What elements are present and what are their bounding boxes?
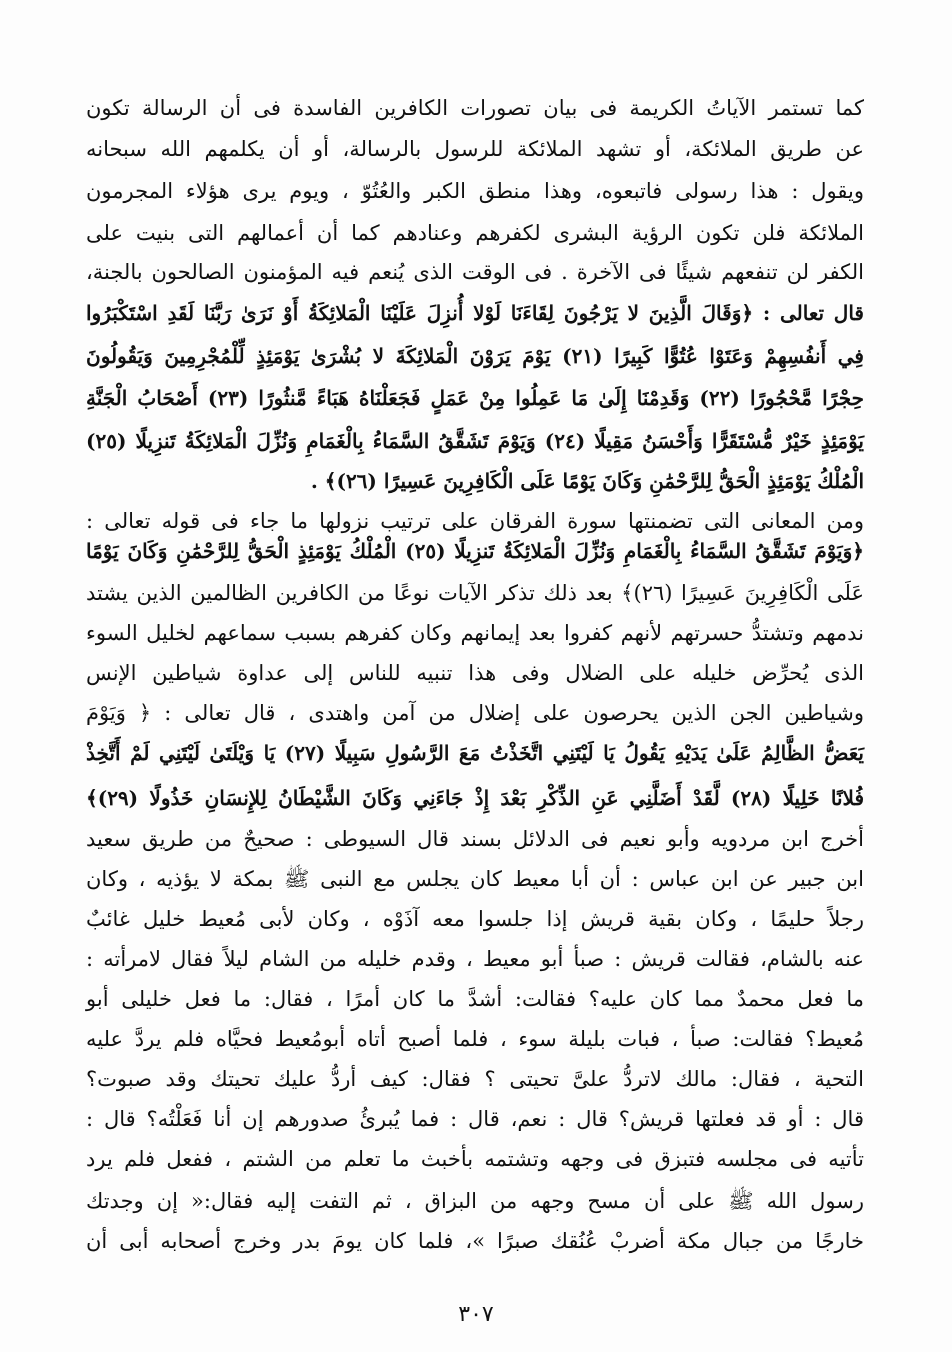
text-line: ابن جبير عن ابن عباس : أن أبا معيط كان يجلس مع النبى ﷺ بمكة لا يؤذيه ، وكان: [86, 867, 864, 891]
text-line: كما تستمر الآياتُ الكريمة فى بيان تصورات الكافرين الفاسدة فى أن الرسالة تكون: [86, 96, 864, 120]
text-line: عَلَى الْكَافِرِينَ عَسِيرًا (٢٦)﴾ بعد ذلك تذكر الآيات نوعًا من الكافرين الظالمين الذين يشتد: [86, 581, 864, 605]
text-line: أخرج ابن مردويه وأبو نعيم فى الدلائل بسند قال السيوطى : صحيحٌ من طريق سعيد: [86, 827, 864, 851]
text-line: رجلاً حليمًا ، وكان بقية قريش إذا جلسوا معه آذَوْه ، وكان لأبى مُعيط خليل غائبٌ: [86, 907, 864, 931]
quran-verse-line: فِي أَنفُسِهِمْ وَعَتَوْا عُتُوًّا كَبِيرًا (٢١) يَوْمَ يَرَوْنَ الْمَلائِكَةَ لا بُشْرَىٰ يَوْمَئِذٍ لِّلْمُجْرِمِينَ وَيَقُولُونَ: [86, 344, 864, 368]
text-line: الكفر لن تنفعهم شيئًا فى الآخرة . فى الوقت الذى يُنعم فيه المؤمنون الصالحون بالجنة،: [86, 260, 864, 284]
text-line: ومن المعانى التى تضمنتها سورة الفرقان على ترتيب نزولها ما جاء فى قوله تعالى :: [86, 509, 864, 533]
text-line: عن طريق الملائكة، أو تشهد الملائكة للرسول بالرسالة، أو أن يكلمهم الله سبحانه: [86, 137, 864, 161]
text-line: وشياطين الجن الذين يحرصون على إضلال من آمن واهتدى ، قال تعالى : ﴿ وَيَوْمَ: [86, 701, 864, 725]
page-number: ٣٠٧: [458, 1302, 494, 1327]
text-line: مُعيط؟ فقالت: صبأ ، فبات بليلة سوء ، فلما أصبح أتاه أبومُعيط فحيَّاه فلم يردَّ عليه: [86, 1027, 864, 1051]
quran-verse-line: يَعَضُّ الظَّالِمُ عَلَىٰ يَدَيْهِ يَقُولُ يَا لَيْتَنِي اتَّخَذْتُ مَعَ الرَّسُولِ سَبِيلًا (٢٧) يَا وَيْلَتَىٰ لَيْتَنِي لَمْ أَتَّخِذْ: [86, 741, 864, 765]
quran-verse-line: قال تعالى : ﴿وَقَالَ الَّذِينَ لا يَرْجُونَ لِقَاءَنَا لَوْلا أُنزِلَ عَلَيْنَا الْمَلائِكَةُ أَوْ نَرَىٰ رَبَّنَا لَقَدِ اسْتَكْبَرُوا: [86, 301, 864, 325]
text-line: رسول الله ﷺ على أن مسح وجهه من البزاق ، ثم التفت إليه فقال:« إن وجدتك: [86, 1189, 864, 1213]
quran-verse-line: ﴿وَيَوْمَ تَشَقَّقُ السَّمَاءُ بِالْغَمَامِ وَنُزِّلَ الْمَلائِكَةُ تَنزِيلًا (٢٥) الْمُلْكُ يَوْمَئِذٍ الْحَقُّ لِلرَّحْمَٰنِ وَكَانَ يَوْمًا: [86, 539, 864, 563]
text-line: ما فعل محمدٌ مما كان عليه؟ فقالت: أشدَّ ما كان أمرًا ، فقال: ما فعل خليلى أبو: [86, 987, 864, 1011]
text-line: الملائكة فلن تكون الرؤية البشرى لكفرهم وعنادهم كما أن أعمالهم التى بنيت على: [86, 221, 864, 245]
text-line: خارجًا من جبال مكة أضربْ عُنُقك صبرًا »، فلما كان يومَ بدر وخرج أصحابه أبى أن: [86, 1229, 864, 1253]
text-line: عنه بالشام، فقالت قريش : صبأ أبو معيط ، وقدم خليله من الشام ليلاً فقال لامرأته :: [86, 947, 864, 971]
quran-verse-line: فُلانًا خَلِيلًا (٢٨) لَّقَدْ أَضَلَّنِي عَنِ الذِّكْرِ بَعْدَ إِذْ جَاءَنِي وَكَانَ الشَّيْطَانُ لِلإِنسَانِ خَذُولًا (٢٩)﴾: [86, 786, 865, 810]
quran-verse-line: يَوْمَئِذٍ خَيْرٌ مُّسْتَقَرًّا وَأَحْسَنُ مَقِيلًا (٢٤) وَيَوْمَ تَشَقَّقُ السَّمَاءُ بِالْغَمَامِ وَنُزِّلَ الْمَلائِكَةُ تَنزِيلًا (٢٥): [86, 429, 864, 453]
quran-verse-line: الْمُلْكُ يَوْمَئِذٍ الْحَقُّ لِلرَّحْمَٰنِ وَكَانَ يَوْمًا عَلَى الْكَافِرِينَ عَسِيرًا (٢٦)﴾ .: [310, 469, 864, 493]
text-line: التحية ، فقال: مالك لاتردُّ علىَّ تحيتى ؟ فقال: كيف أردُّ عليك تحيتك وقد صبوت؟: [86, 1067, 864, 1091]
text-line: ندمهم وتشتدُّ حسرتهم لأنهم كفروا بعد إيمانهم وكان كفرهم بسبب سماعهم لخليل السوء: [86, 621, 864, 645]
text-line: تأتيه فى مجلسه فتبزق فى وجهه وتشتمه بأخبث ما تعلم من الشتم ، ففعل فلم يرد: [86, 1147, 864, 1171]
text-line: ويقول : هذا رسولى فاتبعوه، وهذا منطق الكبر والعُتُوّ ، ويوم يرى هؤلاء المجرمون: [86, 179, 864, 203]
text-line: قال : أو قد فعلتها قريش؟ قال : نعم، قال : فما يُبرئُ صدورهم إن أنا فَعَلْتُه؟ قال :: [86, 1107, 864, 1131]
text-line: الذى يُحرِّض خليله على الضلال وفى هذا تنبيه للناس إلى عداوة شياطين الإنس: [86, 661, 864, 685]
quran-verse-line: حِجْرًا مَّحْجُورًا (٢٢) وَقَدِمْنَا إِلَىٰ مَا عَمِلُوا مِنْ عَمَلٍ فَجَعَلْنَاهُ هَبَاءً مَّنثُورًا (٢٣) أَصْحَابُ الْجَنَّةِ: [86, 386, 864, 410]
